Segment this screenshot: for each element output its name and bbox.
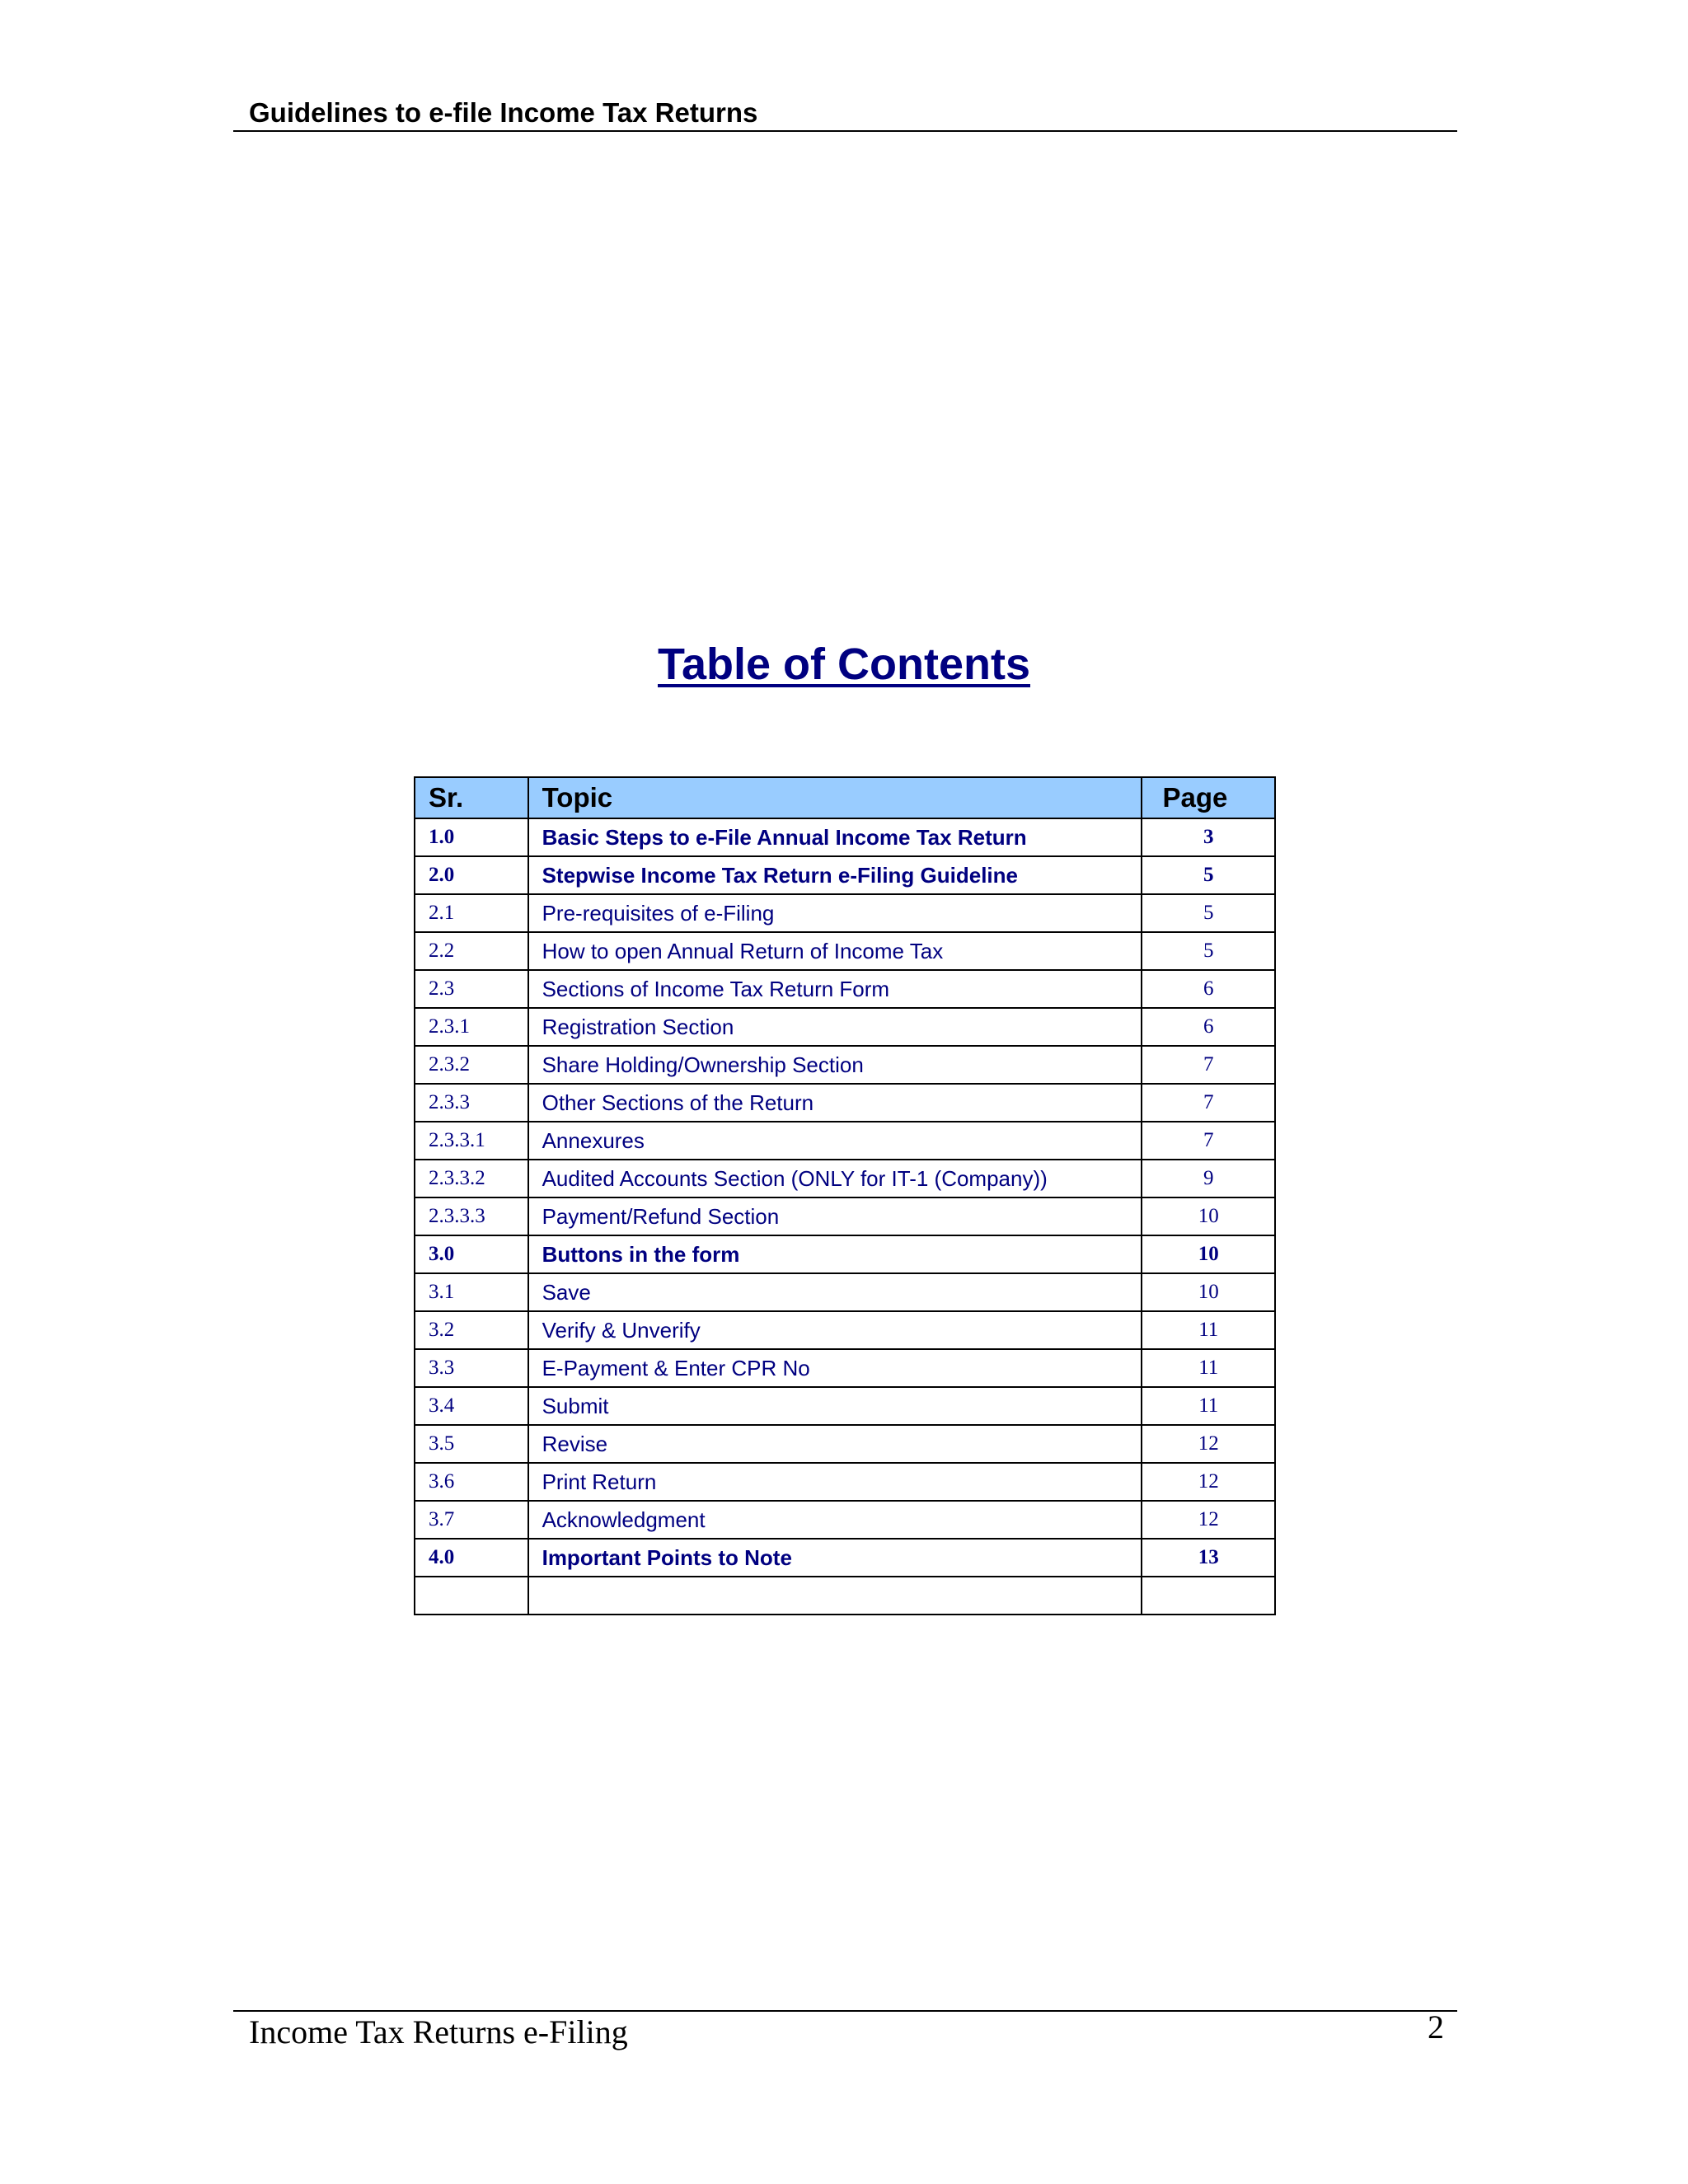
toc-sr: 3.2 <box>415 1311 528 1349</box>
toc-sr: 2.2 <box>415 932 528 970</box>
toc-sr: 4.0 <box>415 1539 528 1577</box>
toc-topic-link[interactable]: Pre-requisites of e-Filing <box>528 894 1142 932</box>
toc-row[interactable] <box>415 894 1275 932</box>
toc-page: 6 <box>1142 1008 1275 1046</box>
column-header-page: Page <box>1142 777 1275 818</box>
toc-topic-link[interactable]: Save <box>528 1273 1142 1311</box>
toc-sr: 3.5 <box>415 1425 528 1463</box>
toc-topic-link[interactable]: Share Holding/Ownership Section <box>528 1046 1142 1084</box>
toc-topic-link[interactable]: Basic Steps to e-File Annual Income Tax Return <box>528 818 1142 856</box>
toc-sr: 2.3.3.1 <box>415 1122 528 1160</box>
toc-topic-link[interactable]: Print Return <box>528 1463 1142 1501</box>
toc-row[interactable] <box>415 1235 1275 1273</box>
toc-row[interactable] <box>415 1122 1275 1160</box>
toc-page: 5 <box>1142 894 1275 932</box>
toc-row[interactable] <box>415 1425 1275 1463</box>
toc-sr: 2.3.2 <box>415 1046 528 1084</box>
toc-sr <box>415 1577 528 1615</box>
toc-sr: 2.3.1 <box>415 1008 528 1046</box>
toc-page: 6 <box>1142 970 1275 1008</box>
toc-page: 11 <box>1142 1311 1275 1349</box>
toc-page: 5 <box>1142 856 1275 894</box>
toc-sr: 2.1 <box>415 894 528 932</box>
toc-page: 10 <box>1142 1235 1275 1273</box>
toc-page: 7 <box>1142 1084 1275 1122</box>
toc-row[interactable] <box>415 1197 1275 1235</box>
toc-topic <box>528 1577 1142 1615</box>
column-header-sr: Sr. <box>415 777 528 818</box>
toc-page: 7 <box>1142 1046 1275 1084</box>
toc-row[interactable] <box>415 1349 1275 1387</box>
toc-sr: 3.1 <box>415 1273 528 1311</box>
toc-page: 12 <box>1142 1463 1275 1501</box>
toc-page: 9 <box>1142 1160 1275 1197</box>
page-number: 2 <box>1428 2008 1444 2046</box>
toc-sr: 2.3.3.3 <box>415 1197 528 1235</box>
toc-page: 11 <box>1142 1349 1275 1387</box>
toc-sr: 3.6 <box>415 1463 528 1501</box>
toc-page: 10 <box>1142 1197 1275 1235</box>
toc-topic-link[interactable]: Buttons in the form <box>528 1235 1142 1273</box>
toc-sr: 3.3 <box>415 1349 528 1387</box>
toc-row[interactable] <box>415 1387 1275 1425</box>
toc-topic-link[interactable]: Important Points to Note <box>528 1539 1142 1577</box>
toc-topic-link[interactable]: Acknowledgment <box>528 1501 1142 1539</box>
toc-topic-link[interactable]: Verify & Unverify <box>528 1311 1142 1349</box>
toc-topic-link[interactable]: E-Payment & Enter CPR No <box>528 1349 1142 1387</box>
toc-row[interactable] <box>415 1084 1275 1122</box>
running-footer: Income Tax Returns e-Filing <box>249 2013 628 2050</box>
running-header: Guidelines to e-file Income Tax Returns <box>249 97 758 128</box>
toc-sr: 2.3.3 <box>415 1084 528 1122</box>
toc-topic-link[interactable]: Sections of Income Tax Return Form <box>528 970 1142 1008</box>
toc-page: 5 <box>1142 932 1275 970</box>
toc-topic-link[interactable]: Revise <box>528 1425 1142 1463</box>
toc-page: 12 <box>1142 1425 1275 1463</box>
toc-topic-link[interactable]: Submit <box>528 1387 1142 1425</box>
header-divider <box>233 130 1457 132</box>
toc-sr: 3.0 <box>415 1235 528 1273</box>
toc-topic-link[interactable]: Annexures <box>528 1122 1142 1160</box>
toc-page <box>1142 1577 1275 1615</box>
toc-topic-link[interactable]: Audited Accounts Section (ONLY for IT-1 (Company)) <box>528 1160 1142 1197</box>
toc-header-row <box>415 777 1275 818</box>
toc-sr: 2.3 <box>415 970 528 1008</box>
footer-divider <box>233 2010 1457 2012</box>
toc-row[interactable] <box>415 1046 1275 1084</box>
toc-topic-link[interactable]: How to open Annual Return of Income Tax <box>528 932 1142 970</box>
toc-row[interactable] <box>415 932 1275 970</box>
toc-page: 3 <box>1142 818 1275 856</box>
column-header-topic: Topic <box>528 777 1142 818</box>
toc-page: 10 <box>1142 1273 1275 1311</box>
toc-sr: 2.3.3.2 <box>415 1160 528 1197</box>
toc-row[interactable] <box>415 1463 1275 1501</box>
toc-topic-link[interactable]: Registration Section <box>528 1008 1142 1046</box>
toc-row[interactable] <box>415 1273 1275 1311</box>
toc-row[interactable] <box>415 1160 1275 1197</box>
toc-row[interactable] <box>415 1501 1275 1539</box>
toc-row[interactable] <box>415 1311 1275 1349</box>
toc-page: 12 <box>1142 1501 1275 1539</box>
toc-table <box>414 776 1276 1615</box>
toc-row[interactable] <box>415 818 1275 856</box>
toc-sr: 2.0 <box>415 856 528 894</box>
toc-title: Table of Contents <box>658 640 1030 689</box>
toc-sr: 3.4 <box>415 1387 528 1425</box>
toc-row[interactable] <box>415 1539 1275 1577</box>
toc-page: 11 <box>1142 1387 1275 1425</box>
toc-topic-link[interactable]: Stepwise Income Tax Return e-Filing Guideline <box>528 856 1142 894</box>
toc-page: 13 <box>1142 1539 1275 1577</box>
toc-row[interactable] <box>415 970 1275 1008</box>
toc-topic-link[interactable]: Other Sections of the Return <box>528 1084 1142 1122</box>
toc-row[interactable] <box>415 856 1275 894</box>
toc-sr: 3.7 <box>415 1501 528 1539</box>
toc-row-empty <box>415 1577 1275 1615</box>
toc-row[interactable] <box>415 1008 1275 1046</box>
toc-page: 7 <box>1142 1122 1275 1160</box>
toc-sr: 1.0 <box>415 818 528 856</box>
toc-topic-link[interactable]: Payment/Refund Section <box>528 1197 1142 1235</box>
